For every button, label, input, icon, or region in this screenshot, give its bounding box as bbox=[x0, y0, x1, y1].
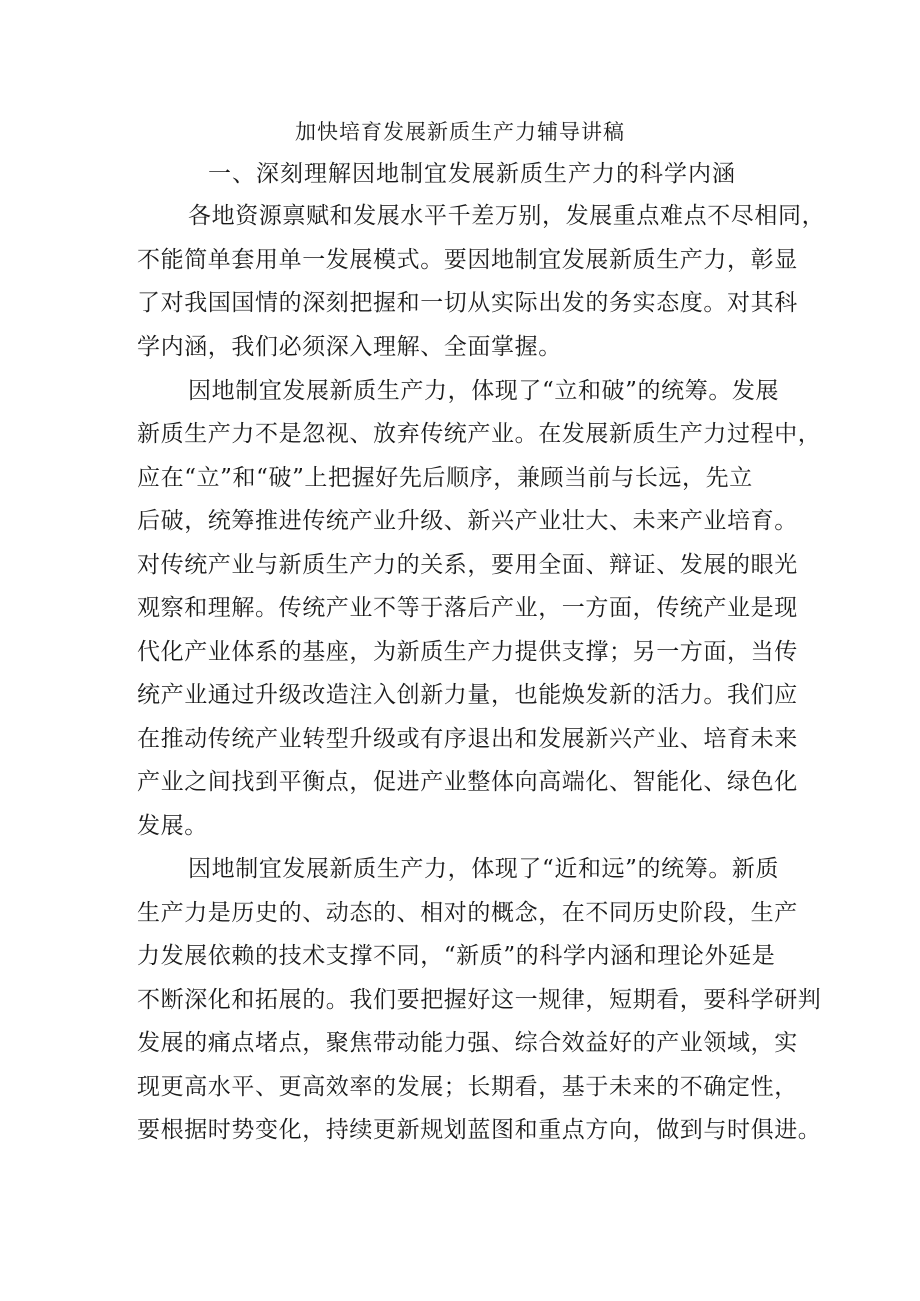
document-title: 加快培育发展新质生产力辅导讲稿 bbox=[295, 120, 625, 144]
paragraph-3-line-2: 生产力是历史的、动态的、相对的概念，在不同历史阶段，生产 bbox=[137, 900, 798, 926]
paragraph-1-line-1: 各地资源禀赋和发展水平千差万别，发展重点难点不尽相同， bbox=[188, 203, 826, 229]
paragraph-3-line-3: 力发展依赖的技术支撑不同，“新质”的科学内涵和理论外延是 bbox=[137, 943, 776, 969]
paragraph-2-line-11: 发展。 bbox=[137, 813, 208, 839]
paragraph-1-line-3: 了对我国国情的深刻把握和一切从实际出发的务实态度。对其科 bbox=[137, 290, 798, 316]
paragraph-2-line-7: 代化产业体系的基座，为新质生产力提供支撑；另一方面，当传 bbox=[137, 639, 798, 665]
paragraph-2-line-3: 应在“立”和“破”上把握好先后顺序，兼顾当前与长远，先立 bbox=[137, 465, 753, 491]
paragraph-2-line-5: 对传统产业与新质生产力的关系，要用全面、辩证、发展的眼光 bbox=[137, 552, 798, 578]
section-heading: 一、深刻理解因地制宜发展新质生产力的科学内涵 bbox=[208, 161, 736, 187]
paragraph-3-line-4: 不断深化和拓展的。我们要把握好这一规律，短期看，要科学研判 bbox=[137, 987, 822, 1013]
paragraph-2-line-4: 后破，统筹推进传统产业升级、新兴产业壮大、未来产业培育。 bbox=[137, 508, 798, 534]
paragraph-2-line-9: 在推动传统产业转型升级或有序退出和发展新兴产业、培育未来 bbox=[137, 726, 798, 752]
paragraph-2-line-8: 统产业通过升级改造注入创新力量，也能焕发新的活力。我们应 bbox=[137, 682, 798, 708]
paragraph-3-line-5: 发展的痛点堵点，聚焦带动能力强、综合效益好的产业领域，实 bbox=[137, 1030, 798, 1056]
paragraph-3-line-1: 因地制宜发展新质生产力，体现了“近和远”的统筹。新质 bbox=[188, 856, 780, 882]
paragraph-1-line-4: 学内涵，我们必须深入理解、全面掌握。 bbox=[137, 334, 562, 360]
paragraph-1-line-2: 不能简单套用单一发展模式。要因地制宜发展新质生产力，彰显 bbox=[137, 247, 798, 273]
paragraph-3-line-6: 现更高水平、更高效率的发展；长期看，基于未来的不确定性， bbox=[137, 1074, 798, 1100]
paragraph-2-line-2: 新质生产力不是忽视、放弃传统产业。在发展新质生产力过程中， bbox=[137, 421, 822, 447]
paragraph-2-line-1: 因地制宜发展新质生产力，体现了“立和破”的统筹。发展 bbox=[188, 378, 780, 404]
paragraph-2-line-10: 产业之间找到平衡点，促进产业整体向高端化、智能化、绿色化 bbox=[137, 769, 798, 795]
paragraph-2-line-6: 观察和理解。传统产业不等于落后产业，一方面，传统产业是现 bbox=[137, 595, 798, 621]
paragraph-3-line-7: 要根据时势变化，持续更新规划蓝图和重点方向，做到与时俱进。 bbox=[137, 1117, 822, 1143]
